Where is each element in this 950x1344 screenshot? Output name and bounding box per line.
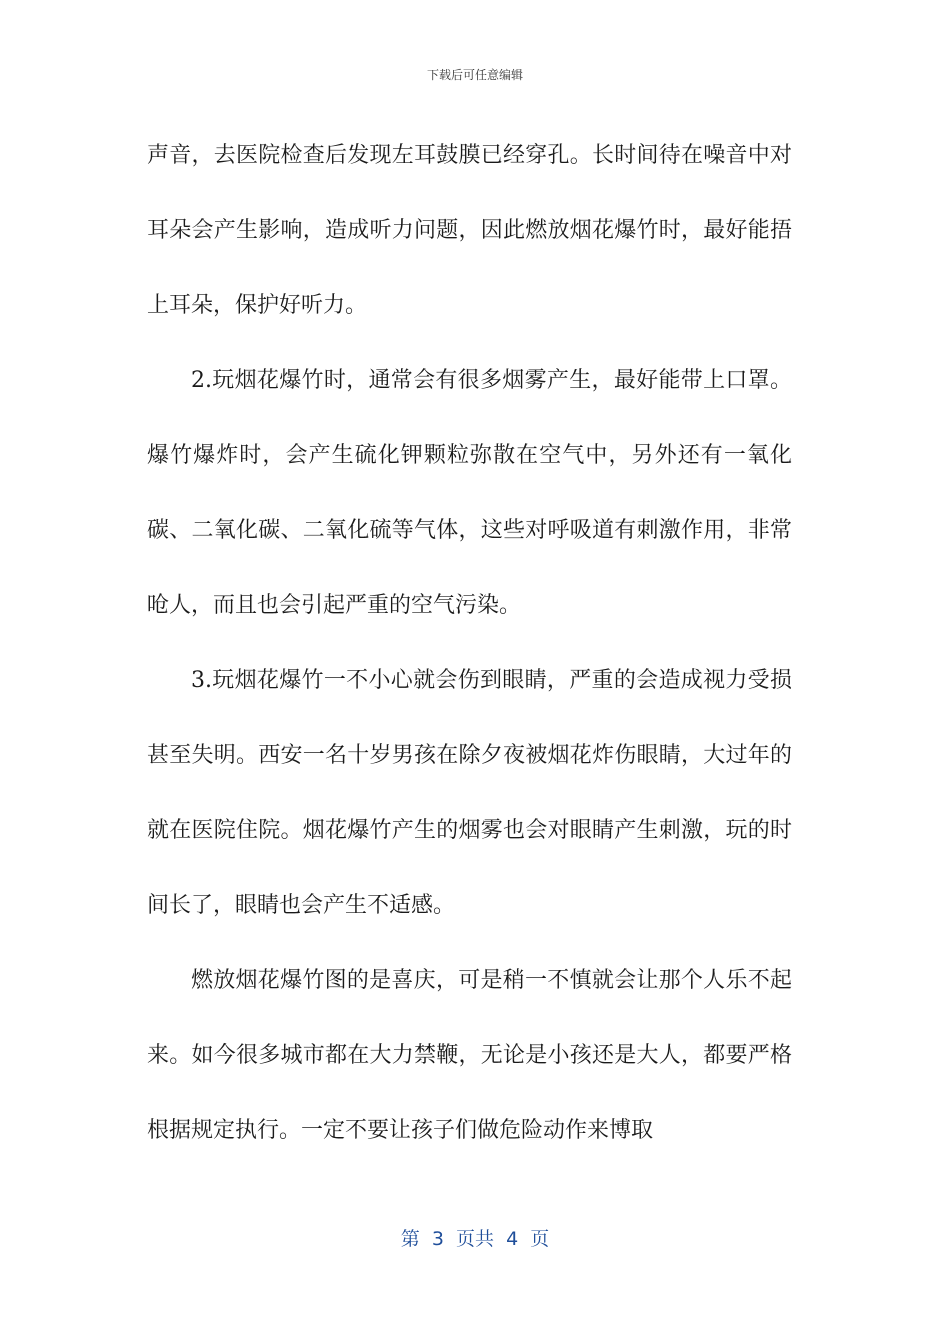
page-number-footer: 第 3 页共 4 页 bbox=[400, 1228, 550, 1250]
page-header-note: 下载后可任意编辑 bbox=[426, 68, 523, 82]
paragraph-conclusion: 燃放烟花爆竹图的是喜庆，可是稍一不慎就会让那个人乐不起来。如今很多城市都在大力禁鞭，无论是小孩还是大人，都要严格根据规定执行。一定不要让孩子们做危险动作来博取 bbox=[147, 968, 792, 1143]
paragraph-continued: 声音，去医院检查后发现左耳鼓膜已经穿孔。长时间待在噪音中对耳朵会产生影响，造成听力问题，因此燃放烟花爆竹时，最好能捂上耳朵，保护好听力。 bbox=[147, 143, 792, 318]
paragraph-item-3: 3.玩烟花爆竹一不小心就会伤到眼睛，严重的会造成视力受损甚至失明。西安一名十岁男孩在除夕夜被烟花炸伤眼睛，大过年的就在医院住院。烟花爆竹产生的烟雾也会对眼睛产生刺激，玩的时间长了，眼睛也会产生不适感。 bbox=[147, 668, 792, 918]
document-body bbox=[147, 118, 792, 1168]
paragraph-item-2: 2.玩烟花爆竹时，通常会有很多烟雾产生，最好能带上口罩。爆竹爆炸时，会产生硫化钾颗粒弥散在空气中，另外还有一氧化碳、二氧化碳、二氧化硫等气体，这些对呼吸道有刺激作用，非常呛人，而且也会引起严重的空气污染。 bbox=[147, 368, 792, 618]
